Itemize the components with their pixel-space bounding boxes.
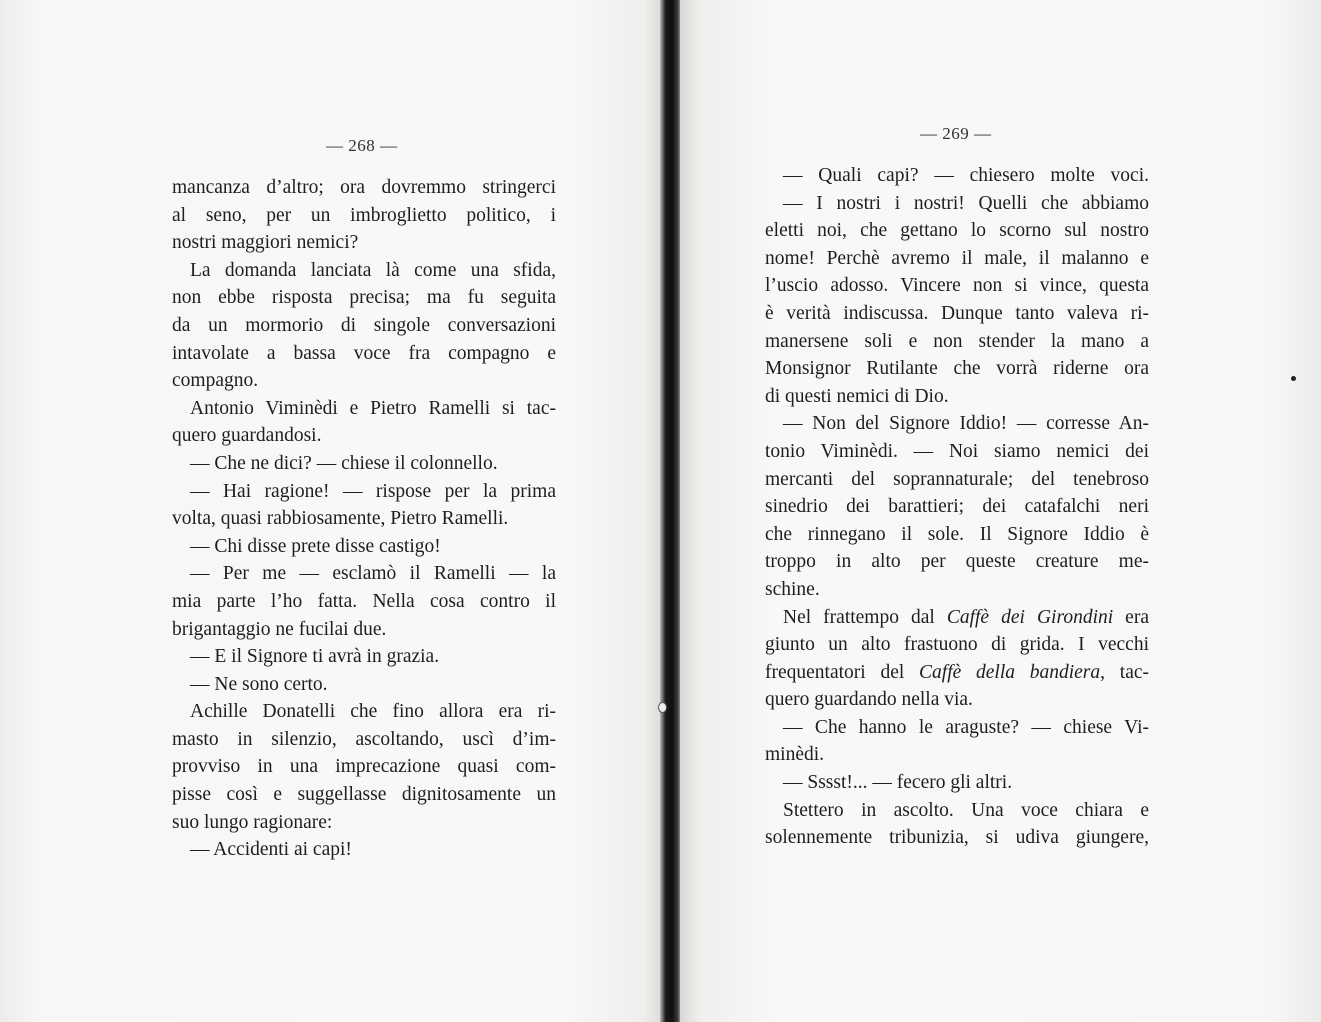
text-line: nome! Perchè avremo il male, il malanno e (765, 247, 1149, 269)
italic-title: Caffè della bandiera (919, 661, 1101, 683)
text-line: Stettero in ascolto. Una voce chiara e (783, 799, 1149, 821)
text-line: — Che ne dici? — chiese il colonnello. (190, 452, 498, 474)
text-line: volta, quasi rabbiosamente, Pietro Ramelli. (172, 508, 509, 530)
text-line: mia parte l’ho fatta. Nella cosa contro il (172, 590, 556, 612)
text-line: brigantaggio ne fucilai due. (172, 618, 387, 640)
text-line: mancanza d’altro; ora dovremmo stringerci (172, 177, 556, 198)
text-line-part: frequentatori del (765, 661, 920, 683)
text-line: schine. (765, 578, 820, 600)
text-line: pisse così e suggellasse dignitosamente un (172, 784, 556, 806)
text-line: — Che hanno le araguste? — chiese Vi- (783, 716, 1149, 738)
text-line: non ebbe risposta precisa; ma fu seguita (172, 287, 556, 309)
text-line: che rinnegano il sole. Il Signore Iddio è (765, 523, 1149, 545)
text-line: al seno, per un imbroglietto politico, i (172, 204, 556, 226)
text-line: — Hai ragione! — rispose per la prima (190, 480, 556, 502)
text-line: quero guardandosi. (172, 425, 322, 447)
right-page (680, 0, 1321, 1022)
text-line-part: Nel frattempo dal (783, 606, 947, 628)
text-line: manersene soli e non stender la mano a (765, 330, 1149, 352)
text-line-part: era (1113, 606, 1149, 628)
text-line (765, 604, 1149, 632)
text-line: solennemente tribunizia, si udiva giungere, (765, 827, 1149, 849)
text-line: sinedrio dei barattieri; dei catafalchi neri (765, 496, 1149, 518)
text-line: compagno. (172, 370, 259, 392)
text-line: minèdi. (765, 744, 825, 766)
text-line: — E il Signore ti avrà in grazia. (190, 646, 440, 668)
text-line: mercanti del soprannaturale; del tenebroso (765, 468, 1149, 490)
text-line: Achille Donatelli che fino allora era ri- (190, 701, 556, 723)
text-line: masto in silenzio, ascoltando, uscì d’im- (172, 728, 556, 750)
text-line: giunto un alto frastuono di grida. I vecchi (765, 634, 1149, 656)
text-line: da un mormorio di singole conversazioni (172, 314, 556, 336)
text-line (765, 659, 1149, 687)
text-line: è verità indiscussa. Dunque tanto valeva ri- (765, 302, 1149, 324)
right-page-text (765, 162, 1149, 852)
text-line: — I nostri i nostri! Quelli che abbiamo (783, 192, 1149, 214)
text-line: di questi nemici di Dio. (765, 385, 949, 407)
text-line: Antonio Viminèdi e Pietro Ramelli si tac- (190, 397, 556, 419)
text-line: — Per me — esclamò il Ramelli — la (190, 563, 556, 585)
text-line: quero guardando nella via. (765, 689, 973, 711)
text-line: — Chi disse prete disse castigo! (190, 535, 441, 557)
book-gutter (660, 0, 682, 1022)
text-line: — Quali capi? — chiesero molte voci. (783, 165, 1149, 186)
text-line: intavolate a bassa voce fra compagno e (172, 342, 556, 364)
text-line: troppo in alto per queste creature me- (765, 551, 1149, 573)
italic-title: Caffè dei Girondini (946, 606, 1114, 628)
right-page-number: — 269 — (920, 124, 992, 143)
text-line: Monsignor Rutilante che vorrà riderne ora (765, 358, 1149, 380)
text-line: eletti noi, che gettano lo scorno sul nostro (765, 220, 1149, 242)
text-line: tonio Viminèdi. — Noi siamo nemici dei (765, 440, 1149, 462)
paper-speck (1291, 376, 1296, 381)
left-page-number: — 268 — (326, 136, 398, 155)
text-line: — Non del Signore Iddio! — corresse An- (783, 413, 1149, 435)
text-line: provviso in una imprecazione quasi com- (172, 756, 556, 778)
text-line: — Accidenti ai capi! (190, 839, 352, 861)
text-line: suo lungo ragionare: (172, 811, 333, 833)
text-line: nostri maggiori nemici? (172, 232, 359, 254)
binding-hole (658, 702, 667, 713)
text-line-part: , tac- (1100, 661, 1149, 683)
left-page-text (172, 174, 556, 864)
text-line: — Ne sono certo. (190, 673, 328, 695)
text-line: l’uscio adosso. Vincere non si vince, questa (765, 275, 1149, 297)
text-line: La domanda lanciata là come una sfida, (190, 259, 556, 281)
text-line: — Sssst!... — fecero gli altri. (783, 772, 1013, 794)
